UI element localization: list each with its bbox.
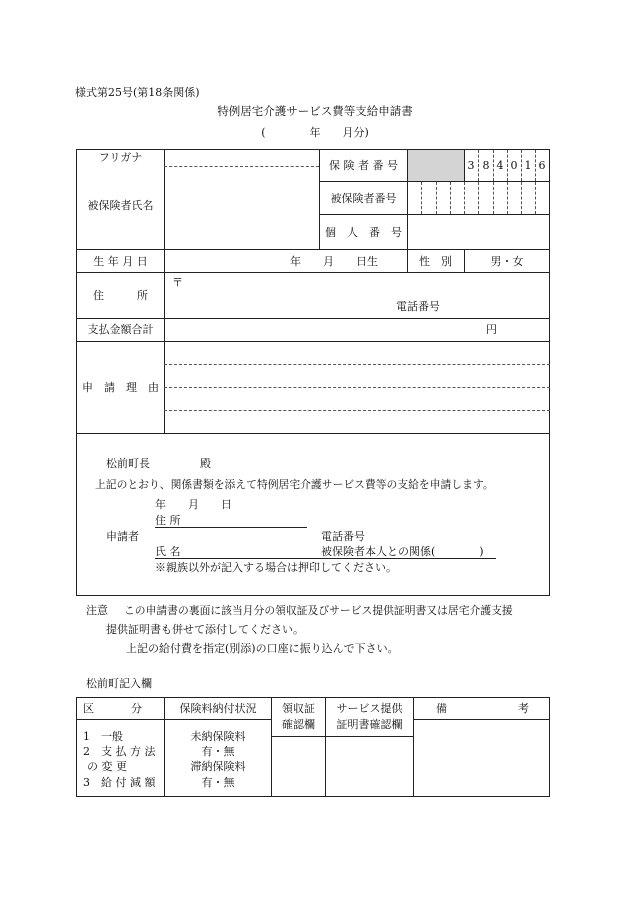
row-divider [76,433,550,434]
col-premium: 保険料納付状況 [179,702,257,715]
service-check-cell[interactable] [326,737,413,796]
premium-delinquent-choice[interactable]: 有・無 [201,776,235,789]
insurer-digit: 3 [467,159,475,172]
reason-input[interactable] [165,342,549,432]
col-remarks-2: 考 [518,702,529,715]
name-underline[interactable] [155,558,496,559]
insurer-digit: 6 [538,159,546,172]
col-category: 区 分 [83,702,143,715]
form-title: 特例居宅介護サービス費等支給申請書 [217,104,413,118]
applicant-phone-label: 電話番号 [321,530,365,543]
furigana-label: フリガナ [98,151,143,164]
insured-number-label: 被保険者番号 [330,192,397,205]
period-field[interactable]: ( 年 月分) [261,126,369,139]
sex-label: 性 別 [419,255,452,268]
relation-field[interactable]: 被保険者本人との関係( ) [321,545,484,558]
col-receipt-line2: 確認欄 [282,718,315,731]
birthdate-field[interactable]: 年 月 日生 [290,255,378,268]
birthdate-label: 生 年 月 日 [93,255,148,268]
application-date[interactable]: 年 月 日 [155,498,232,511]
honorific: 殿 [200,457,211,470]
remarks-cell[interactable] [414,720,549,796]
yen-unit: 円 [486,323,497,336]
office-use-title: 松前町記入欄 [86,677,152,690]
insurer-digit: 8 [482,159,490,172]
insurer-digit: 1 [524,159,532,172]
premium-unpaid-label: 未納保険料 [190,730,246,743]
applicant-address-label: 住 所 [155,514,181,527]
col-receipt-line1: 領収証 [282,702,315,715]
insured-name-label: 被保険者氏名 [87,199,154,212]
insurer-number-label: 保 険 者 番 号 [329,159,398,172]
premium-delinquent-label: 滞納保険料 [190,760,246,773]
payment-total-label: 支払金額合計 [87,323,154,336]
category-item: 1 一般 [83,730,123,743]
col-remarks-1: 備 [436,702,447,715]
applicant-label: 申請者 [106,530,139,543]
insurer-number-shade [408,150,464,181]
receipt-check-cell[interactable] [272,737,325,796]
note-line-1: この申請書の裏面に該当月分の領収証及びサービス提供証明書又は居宅介護支援 [124,604,513,617]
col-service-line2: 証明書確認欄 [336,718,403,731]
furigana-input[interactable] [165,150,319,166]
office-row-divider [76,719,272,720]
col-service-line1: サービス提供 [336,702,403,715]
insurer-digit: 4 [496,159,504,172]
applicant-name-label: 氏 名 [155,545,181,558]
insurer-digit: 0 [510,159,518,172]
note-line-2: 提供証明書も併せて添付してください。 [106,623,304,636]
address-underline[interactable] [155,527,307,528]
declaration-statement: 上記のとおり、関係書類を添えて特例居宅介護サービス費等の支給を申請します。 [95,478,494,491]
category-item: の 変 更 [87,760,127,773]
form-number: 様式第25号(第18条関係) [75,86,200,99]
category-item: 2 支 払 方 法 [83,745,156,758]
note-label: 注意 [86,604,108,617]
note-line-3: 上記の給付費を指定(別添)の口座に振り込んで下さい。 [126,642,399,655]
category-item: 3 給 付 減 額 [83,776,156,789]
premium-unpaid-choice[interactable]: 有・無 [201,745,235,758]
seal-note: ※親族以外が記入する場合は押印してください。 [155,561,397,574]
insured-number-input[interactable] [408,182,549,214]
addressee: 松前町長 [106,457,150,470]
address-input[interactable] [186,273,549,317]
postal-mark: 〒 [172,276,183,289]
personal-number-input[interactable] [408,215,549,249]
sex-selector[interactable]: 男・女 [490,255,524,268]
insured-name-input[interactable] [165,167,319,249]
reason-label: 申 請 理 由 [82,381,159,394]
row-divider [76,249,550,250]
address-label: 住 所 [93,289,148,302]
phone-label: 電話番号 [396,300,440,313]
personal-number-label: 個 人 番 号 [325,226,402,239]
payment-total-input[interactable] [165,319,483,341]
